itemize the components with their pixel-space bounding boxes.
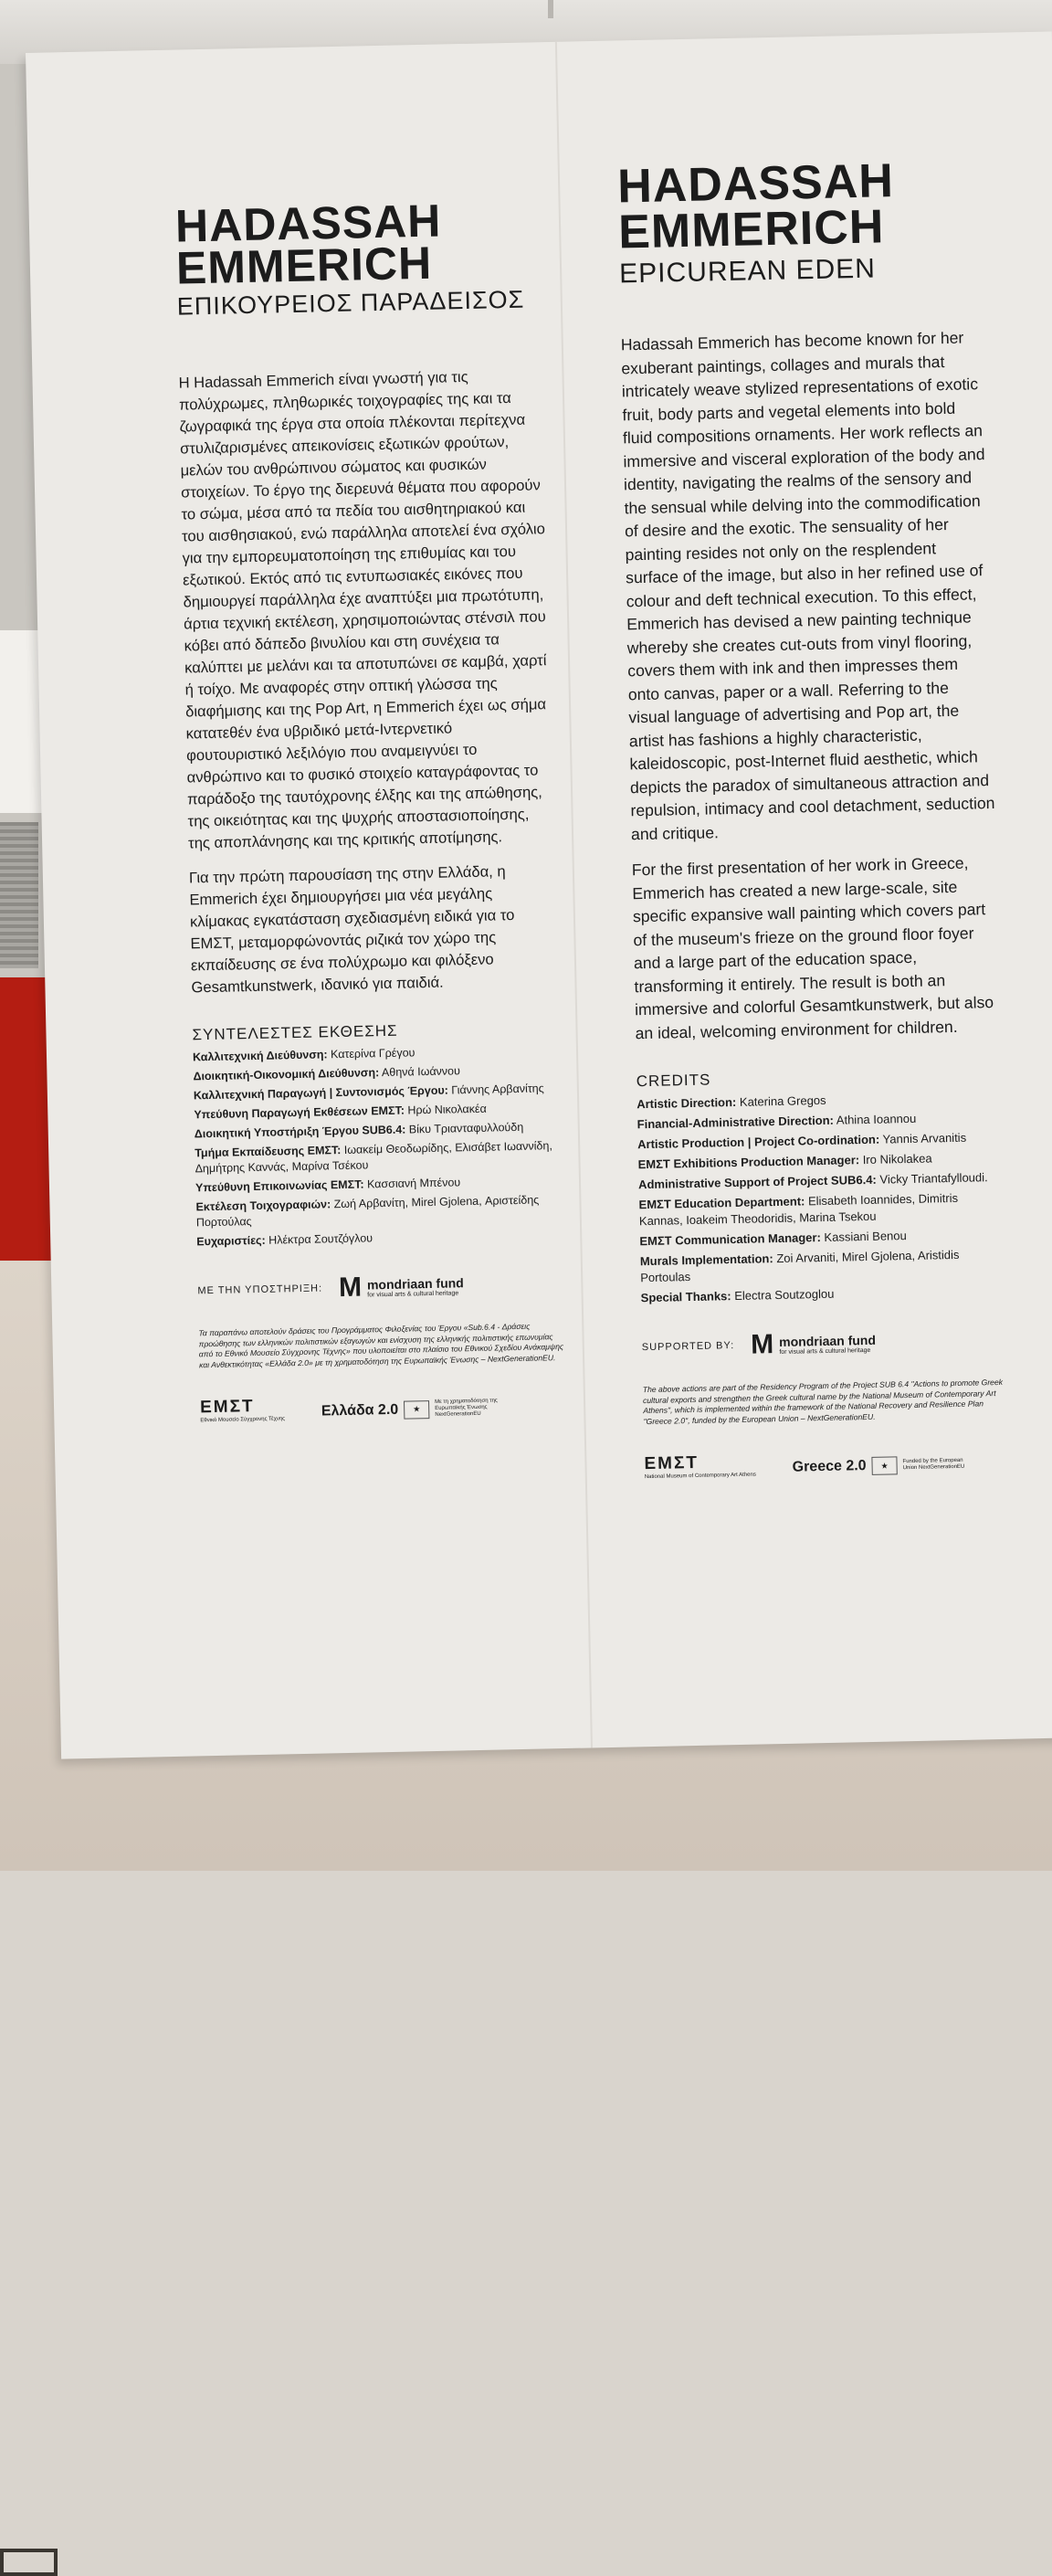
exhibition-wall-panel (26, 31, 1052, 1758)
greek-body-text (178, 364, 556, 998)
name-line1: HADASSAH (616, 154, 895, 214)
english-credits-heading: CREDITS (636, 1071, 711, 1091)
emst-logo-subtext: National Museum of Contemporary Art Athens (644, 1472, 756, 1481)
credit-role: EMΣT Communication Manager: (639, 1230, 821, 1249)
english-support-row (642, 1326, 1008, 1361)
artist-name-english (616, 154, 984, 259)
floor-mark (0, 2549, 58, 2576)
credit-item (640, 1246, 1006, 1286)
emst-logo (200, 1396, 285, 1423)
credit-names: Ηρώ Νικολακέα (407, 1102, 487, 1117)
mondriaan-fund-logo (751, 1329, 876, 1359)
credit-role: Τμήμα Εκπαίδευσης ΕΜΣΤ: (195, 1144, 342, 1160)
credit-item (638, 1189, 1005, 1230)
credit-role: Administrative Support of Project SUB6.4: (637, 1172, 877, 1192)
english-paragraph-1: Hadassah Emmerich has become known for her exuberant paintings, collages and murals that intricately weave stylized representations of exotic fruit, body parts and vegetal elements into bold fluid compositions ornaments. Her work reflects an immersive and visceral exploration of the body and identity, navigating the realms of the sensory and the sensual while delving into the commodification of desire and the exotic. The sensuality of her painting resides not only on the resplendent surface of the image, but also in her refined use of colour and deft technical execution. To this effect, Emmerich has devised a new painting technique whereby she creates cut-outs from vinyl flooring, covers them with ink and then impresses them onto canvas, paper or a wall. Referring to the visual language of advertising and Pop art, the artist has fashions a highly characteristic, kaleidoscopic, post-Internet fluid aesthetic, which depicts the paradox of simultaneous attraction and repulsion, intimacy and cool detachment, seduction and critique. (620, 328, 995, 843)
credit-role: Καλλιτεχνική Διεύθυνση: (192, 1048, 328, 1064)
english-logos-row (644, 1447, 1009, 1480)
name-line2: EMMERICH (617, 200, 885, 259)
exhibition-title-greek: ΕΠΙΚΟΥΡΕΙΟΣ ΠΑΡΑΔΕΙΣΟΣ (176, 285, 525, 321)
credit-role: Εκτέλεση Τοιχογραφιών: (195, 1198, 331, 1214)
greek-column (175, 197, 566, 1423)
credit-role: EMΣT Education Department: (638, 1194, 805, 1212)
greek-paragraph-2: Για την πρώτη παρουσίαση της στην Ελλάδα, η Emmerich έχει δημιουργήσει μια νέα μεγάλης κλίμακας εγκατάσταση σχεδιασμένη ειδικά για το ΕΜΣΤ, μεταμορφώνοντάς ριζικά τον χώρο της εκπαίδευσης σε ένα πολύχρωμο και φιλόξενο Gesamtkunstwerk, ιδανικό για παιδιά. (188, 862, 515, 997)
greek-funding-note: Τα παραπάνω αποτελούν δράσεις του Προγράμματος Φιλοξενίας του Έργου «Sub.6.4 - Δράσεις προώθησης των ελληνικών πολιτιστικών εξαγωγών και ενίσχυση της ελληνικής πολιτιστικής επωνυμίας από το Εθνικό Μουσείο Σύγχρονης Τέχνης» που υλοποιείται στο πλαίσιο του Εθνικού Σχεδίου Ανάκαμψης και Ανθεκτικότητας «Ελλάδα 2.0» με τη χρηματοδότηση της Ευρωπαϊκής Ένωσης – NextGenerationEU. (198, 1321, 564, 1369)
mondriaan-name: mondriaan fund (366, 1274, 464, 1292)
eu-funding-text: Με τη χρηματοδότηση της Ευρωπαϊκής Ένωσης NextGenerationEU (434, 1398, 498, 1418)
english-paragraph-2: For the first presentation of her work in Greece, Emmerich has created a new large-scale, site specific expansive wall painting which covers part of the museum's frieze on the ground floor foyer and a large part of the education space, transforming it entirely. The result is both an immersive and colorful Gesamtkunstwerk, but also an ideal, welcoming environment for children. (631, 853, 994, 1042)
credit-names: Elisabeth Ioannides, Dimitris Kannas, Ioakeim Theodoridis, Marina Tsekou (638, 1190, 959, 1229)
emst-logo-text: EMΣT (644, 1452, 700, 1474)
eu-flag-icon: ★ (404, 1400, 429, 1420)
credit-item (641, 1283, 1006, 1306)
eu-flag-icon: ★ (871, 1456, 897, 1475)
mondriaan-m-icon: M (750, 1329, 774, 1360)
credit-names: Zoi Arvaniti, Mirel Gjolena, Aristidis Portoulas (640, 1247, 960, 1285)
background-window (0, 822, 38, 968)
credit-role: EMΣT Exhibitions Production Manager: (637, 1153, 860, 1172)
credit-names: Ζωή Αρβανίτη, Mirel Gjolena, Αριστείδης Πορτούλας (195, 1193, 540, 1230)
greece-2-text: Ελλάδα 2.0 (321, 1401, 399, 1420)
credit-names: Ιωακείμ Θεοδωρίδης, Ελισάβετ Ιωαννίδη, Δημήτρης Καννάς, Μαρίνα Τσέκου (195, 1139, 552, 1176)
credit-names: Yannis Arvanitis (882, 1130, 967, 1146)
mondriaan-tagline: for visual arts & cultural heritage (367, 1289, 459, 1298)
english-credits-list (636, 1089, 1006, 1306)
credit-names: Γιάννης Αρβανίτης (451, 1082, 544, 1097)
credit-names: Kassiani Benou (824, 1229, 907, 1244)
credit-role: Διοικητική Υποστήριξη Έργου SUB6.4: (194, 1123, 406, 1141)
mondriaan-name: mondriaan fund (778, 1332, 877, 1349)
credit-role: Artistic Direction: (636, 1094, 737, 1112)
greece-2-text: Greece 2.0 (792, 1458, 867, 1475)
artist-name-greek (174, 195, 542, 294)
credit-names: Κασσιανή Μπένου (366, 1176, 461, 1191)
greek-credits-list (193, 1042, 562, 1250)
credit-item (195, 1138, 561, 1177)
credit-role: Ευχαριστίες: (196, 1233, 266, 1249)
mondriaan-m-icon: M (338, 1272, 363, 1304)
emst-logo (644, 1452, 756, 1481)
credit-names: Electra Soutzoglou (734, 1286, 835, 1304)
credit-item (195, 1192, 562, 1230)
greece-2-logo (321, 1398, 500, 1420)
greece-2-logo (792, 1455, 966, 1477)
greek-paragraph-1: Η Hadassah Emmerich είναι γνωστή για τις πολύχρωμες, πληθωρικές τοιχογραφίες της και τα ζωγραφικά της έργα στα οποία πλέκονται περίτεχνα στυλιζαρισμένες απεικονίσεις εξωτικών φρούτων, μελών του ανθρώπινου σώματος και φυσικών στοιχείων. Το έργο της διερευνά θέματα που αφορούν το σώμα, μέσα από τα πεδία του αισθητηριακού και του αισθησιακού, ενώ παράλληλα αποτελεί ένα σχόλιο για την εμπορευματοποίηση της επιθυμίας και του εξωτικού. Εκτός από τις εντυπωσιακές εικόνες που δημιουργεί παράλληλα έχε αναπτύξει μια πρωτότυπη, άρτια τεχνική εκτέλεση, χρησιμοποιώντας στένσιλ που κόβει από δάπεδο βινυλίου και στη συνέχεια τα καλύπτει με μελάνι και τα αποτυπώνει σε καμβά, χαρτί ή τοίχο. Με αναφορές στην οπτική γλώσσα της διαφήμισης και της Pop Art, η Emmerich έχει ως σήμα κατατεθέν ένα υβριδικό μετά-Ιντερνετικό φουτουριστικό λεξιλόγιο που αναμειγνύει το ανθρώπινο και το φυσικό στοιχείο καταγράφοντας το παράδοξο της ταυτόχρονης έλξης και της απώθησης, της οικειότητας και της ψυχρής αποστασιοποίησης, της αποπλάνησης και της κριτικής αποτίμησης. (178, 367, 547, 852)
credit-item (196, 1227, 562, 1250)
credit-role: Υπεύθυνη Επικοινωνίας ΕΜΣΤ: (195, 1177, 364, 1195)
credit-role: Financial-Administrative Direction: (636, 1113, 835, 1132)
credit-names: Athina Ioannou (836, 1111, 917, 1127)
credit-role: Διοικητική-Οικονομική Διεύθυνση: (193, 1066, 380, 1083)
credit-role: Murals Implementation: (639, 1251, 773, 1269)
emst-logo-subtext: Εθνικό Μουσείο Σύγχρονης Τέχνης (200, 1416, 286, 1424)
support-label: SUPPORTED BY: (641, 1340, 735, 1354)
greek-logos-row (200, 1390, 565, 1423)
credit-names: Katerina Gregos (739, 1093, 826, 1109)
credit-names: Αθηνά Ιωάννου (381, 1064, 461, 1080)
panel-seam (555, 42, 593, 1748)
credit-role: Καλλιτεχνική Παραγωγή | Συντονισμός Έργου: (193, 1083, 448, 1103)
mondriaan-fund-logo (339, 1272, 464, 1302)
credit-names: Iro Nikolakea (862, 1151, 932, 1167)
english-body-text (621, 326, 1001, 1045)
english-column (617, 156, 1010, 1480)
eu-funding-text: Funded by the European Union NextGenerationEU (902, 1457, 965, 1472)
greek-credits-heading: ΣΥΝΤΕΛΕΣΤΕΣ ΕΚΘΕΣΗΣ (192, 1021, 398, 1044)
credit-names: Βίκυ Τριανταφυλλούδη (408, 1120, 524, 1136)
name-line2: EMMERICH (175, 237, 433, 294)
credit-names: Ηλέκτρα Σουτζόγλου (268, 1231, 373, 1247)
ceiling-seam (548, 0, 553, 18)
support-label: ΜΕ ΤΗΝ ΥΠΟΣΤΗΡΙΞΗ: (197, 1283, 323, 1297)
credit-names: Κατερίνα Γρέγου (330, 1046, 416, 1061)
mondriaan-tagline: for visual arts & cultural heritage (779, 1346, 871, 1356)
credit-role: Υπεύθυνη Παραγωγή Εκθέσεων ΕΜΣΤ: (194, 1103, 405, 1122)
credit-role: Artistic Production | Project Co-ordination: (637, 1132, 880, 1152)
credit-names: Vicky Triantafylloudi. (879, 1170, 988, 1187)
name-line1: HADASSAH (174, 195, 442, 252)
exhibition-title-english: EPICUREAN EDEN (618, 253, 877, 290)
credit-role: Special Thanks: (640, 1289, 731, 1305)
emst-logo-text: ΕΜΣΤ (199, 1397, 255, 1418)
greek-support-row (197, 1270, 563, 1304)
english-funding-note: The above actions are part of the Residency Program of the Project SUB 6.4 "Actions to promote Greek cultural exports and strengthen the Greek cultural name by the National Museum of Contemporary Art Athens", which is implemented within the framework of the National Recovery and Resilience Plan "Greece 2.0", funded by the European Union – NextGenerationEU. (642, 1377, 1004, 1426)
